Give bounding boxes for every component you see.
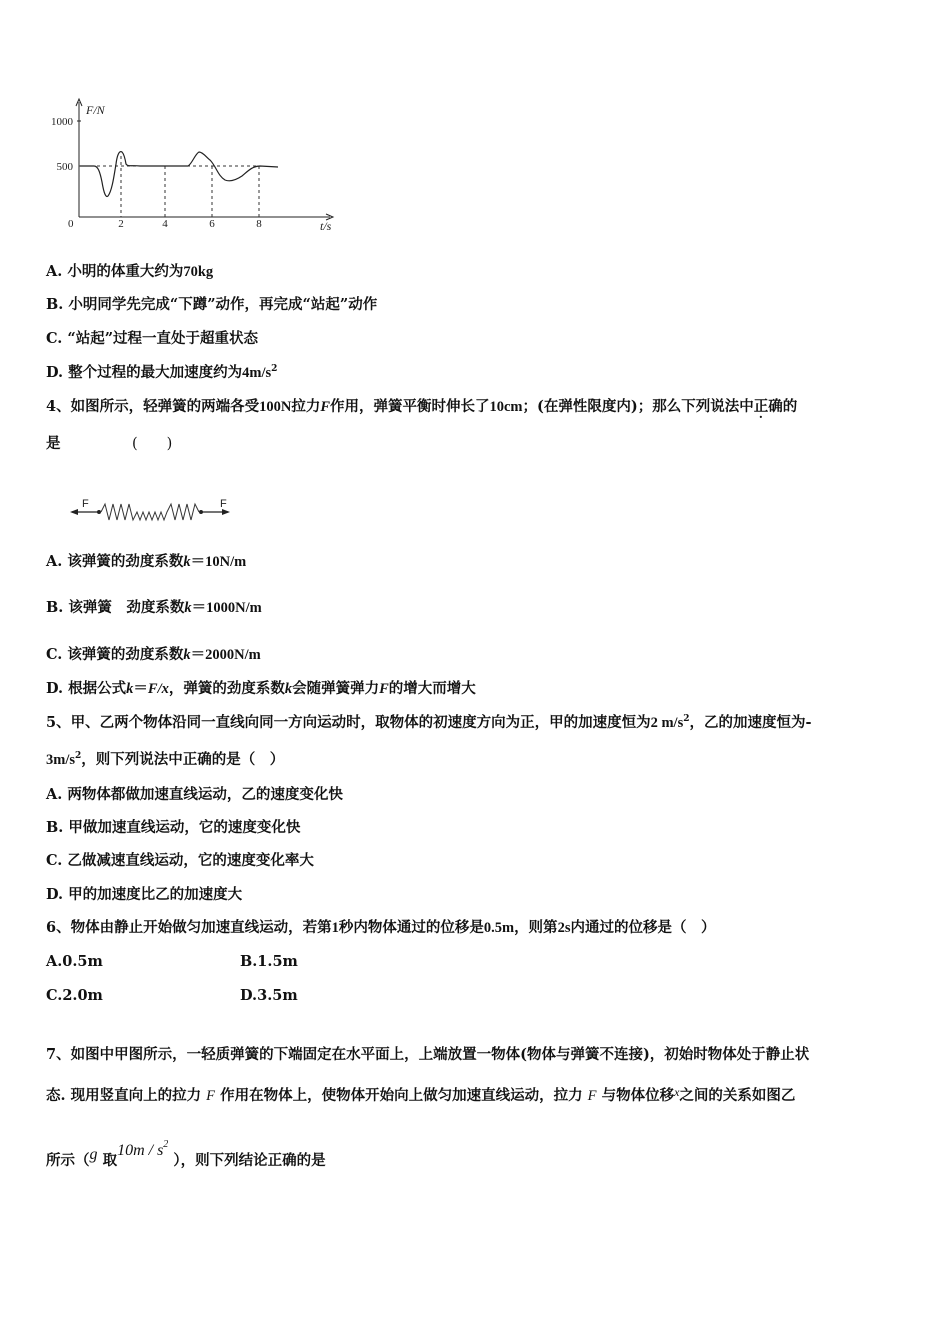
spring-coil [101,504,199,520]
spring-end-left [97,510,101,514]
q6-option-a: A.0.5m [46,953,103,970]
q6-option-c: C.2.0m [46,987,103,1004]
q5-option-c: C. 乙做减速直线运动，它的速度变化率大 [46,852,314,869]
q3-option-a: A. 小明的体重大约为70kg [46,263,214,280]
x-tick-6: 6 [209,218,215,230]
q5-option-b: B. 甲做加速直线运动，它的速度变化快 [46,819,301,836]
force-curve [80,152,278,197]
spring-force-label-left: F [82,498,89,510]
spring-diagram [62,490,237,530]
spring-force-label-right: F [220,498,227,510]
y-axis-label: F/N [86,103,105,117]
q3-option-d: D. 整个过程的最大加速度约为$4m/s^2$ [46,364,278,381]
q5-stem-line2: $3m/s^2$，则下列说法中正确的是（ ） [46,751,285,768]
x-tick-2: 2 [118,218,124,230]
x-tick-8: 8 [256,218,262,230]
q3-option-c: C. “站起”过程一直处于超重状态 [46,330,259,347]
x-tick-4: 4 [162,218,168,230]
q4-option-c: C. 该弹簧的劲度系数k＝2000N/m [46,646,261,663]
q4-option-b: B. 该弹簧 劲度系数k＝1000N/m [46,599,262,616]
force-time-graph [40,96,350,236]
q4-answer-paren: ( ) [132,436,173,452]
q4-stem-line2: 是 [46,435,61,452]
q3-option-b: B. 小明同学先完成“下蹲”动作，再完成“站起”动作 [46,296,378,313]
q4-option-d: D. 根据公式k＝F/x，弹簧的劲度系数k会随弹簧弹力F的增大而增大 [46,680,476,697]
q5-option-a: A. 两物体都做加速直线运动，乙的速度变化快 [46,786,343,803]
y-tick-1000: 1000 [51,116,73,128]
x-axis-label: t/s [320,219,332,233]
origin-label: 0 [68,218,74,230]
y-tick-500: 500 [56,161,73,173]
force-arrowhead-left [70,509,78,515]
q6-stem: 6、物体由静止开始做匀加速直线运动，若第1秒内物体通过的位移是0.5m，则第2s内通过的位移是（ ） [46,919,716,936]
q5-option-d: D. 甲的加速度比乙的加速度大 [46,886,243,903]
spring-end-right [199,510,203,514]
q5-stem-line1: 5、甲、乙两个物体沿同一直线向同一方向运动时，取物体的初速度方向为正，甲的加速度恒为2 $m/s^2$，乙的加速度恒为- [46,714,812,731]
q6-option-d: D.3.5m [240,987,298,1004]
q4-stem-line1: 4、如图所示，轻弹簧的两端各受100N拉力F作用，弹簧平衡时伸长了10cm；(在弹性限度内)；那么下列说法中正确的 [46,398,798,415]
q7-stem-line3: 所示（g 取$10m / s^2$ ），则下列结论正确的是 [46,1139,326,1169]
q4-option-a: A. 该弹簧的劲度系数k＝10N/m [46,553,247,570]
q7-stem-line2: 态. 现用竖直向上的拉力 F 作用在物体上，使物体开始向上做匀加速直线运动，拉力 F 与物体位移$^x$之间的关系如图乙 [46,1085,796,1104]
q7-stem-line1: 7、如图中甲图所示，一轻质弹簧的下端固定在水平面上，上端放置一物体(物体与弹簧不连接)，初始时物体处于静止状 [46,1046,810,1063]
q6-option-b: B.1.5m [240,953,298,970]
